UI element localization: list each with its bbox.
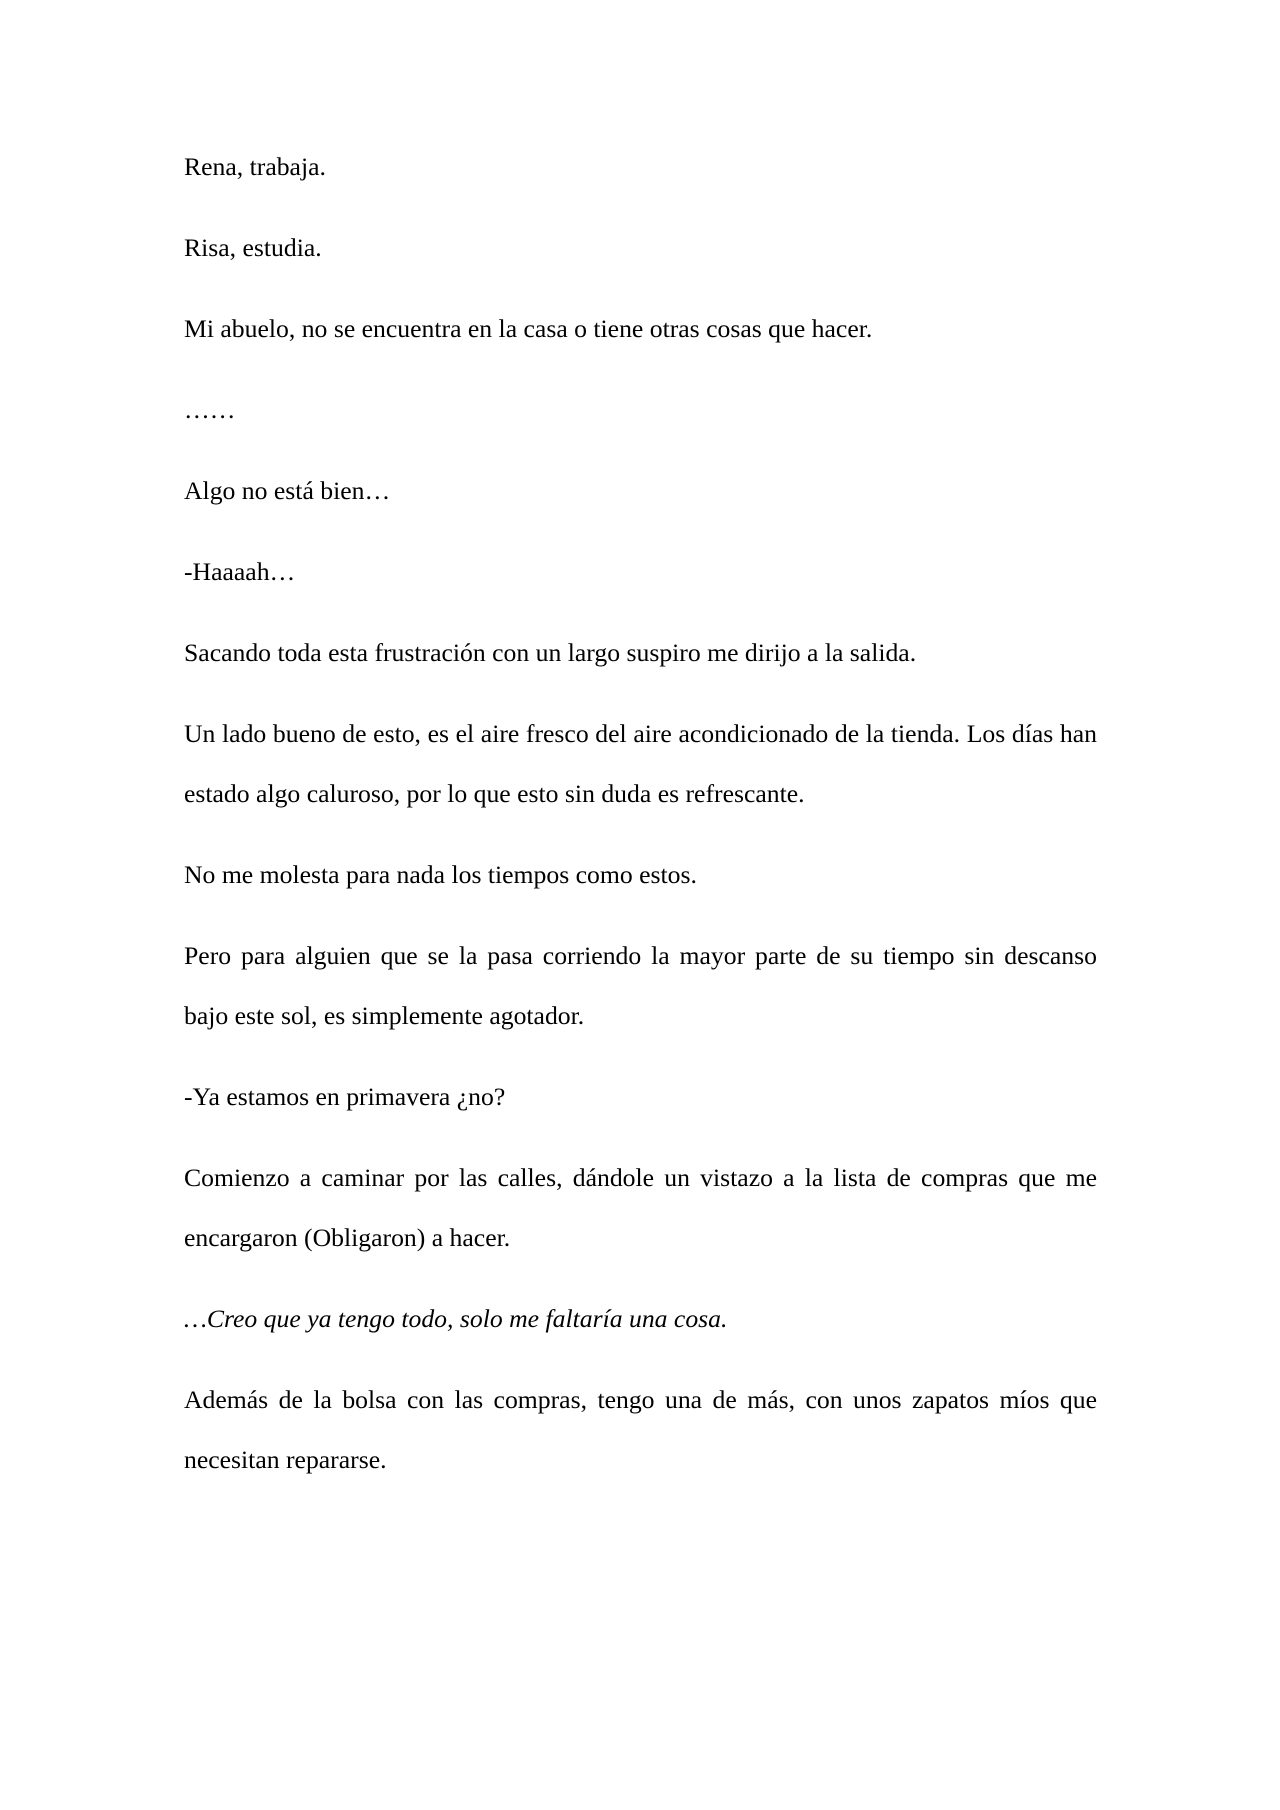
paragraph-line: Mi abuelo, no se encuentra en la casa o tiene otras cosas que hacer. [184, 314, 873, 343]
paragraph-line: Sacando toda esta frustración con un largo suspiro me dirijo a la salida. [184, 638, 917, 667]
paragraph [184, 218, 1097, 278]
paragraph [184, 299, 1097, 359]
paragraph-line: No me molesta para nada los tiempos como estos. [184, 860, 697, 889]
paragraph-line: …Creo que ya tengo todo, solo me faltaría una cosa. [184, 1304, 728, 1333]
italic-thought-paragraph [184, 1289, 1097, 1349]
paragraph-line: Rena, trabaja. [184, 152, 326, 181]
paragraph-line: bajo este sol, es simplemente agotador. [184, 1001, 585, 1030]
paragraph-line: Comienzo a caminar por las calles, dándole un vistazo a la lista de compras que me [184, 1163, 1097, 1192]
paragraph [184, 1370, 1097, 1490]
paragraph-line: encargaron (Obligaron) a hacer. [184, 1223, 511, 1252]
dialogue-paragraph [184, 542, 1097, 602]
paragraph-line: -Ya estamos en primavera ¿no? [184, 1082, 506, 1111]
dialogue-paragraph [184, 1067, 1097, 1127]
paragraph [184, 461, 1097, 521]
paragraph-line: Algo no está bien… [184, 476, 391, 505]
paragraph [184, 623, 1097, 683]
paragraph-line: Pero para alguien que se la pasa corriendo la mayor parte de su tiempo sin descanso [184, 941, 1097, 970]
paragraph-line: Además de la bolsa con las compras, tengo una de más, con unos zapatos míos que [184, 1385, 1097, 1414]
paragraph-line: necesitan repararse. [184, 1445, 387, 1474]
paragraph [184, 137, 1097, 197]
paragraph [184, 704, 1097, 824]
paragraph-line: Risa, estudia. [184, 233, 322, 262]
document-body [184, 137, 1097, 1511]
paragraph-line: …… [184, 395, 236, 424]
paragraph [184, 380, 1097, 440]
paragraph-line: estado algo caluroso, por lo que esto sin duda es refrescante. [184, 779, 805, 808]
paragraph-line: Un lado bueno de esto, es el aire fresco del aire acondicionado de la tienda. Los días han [184, 719, 1097, 748]
paragraph-line: -Haaaah… [184, 557, 296, 586]
paragraph [184, 845, 1097, 905]
paragraph [184, 1148, 1097, 1268]
paragraph [184, 926, 1097, 1046]
